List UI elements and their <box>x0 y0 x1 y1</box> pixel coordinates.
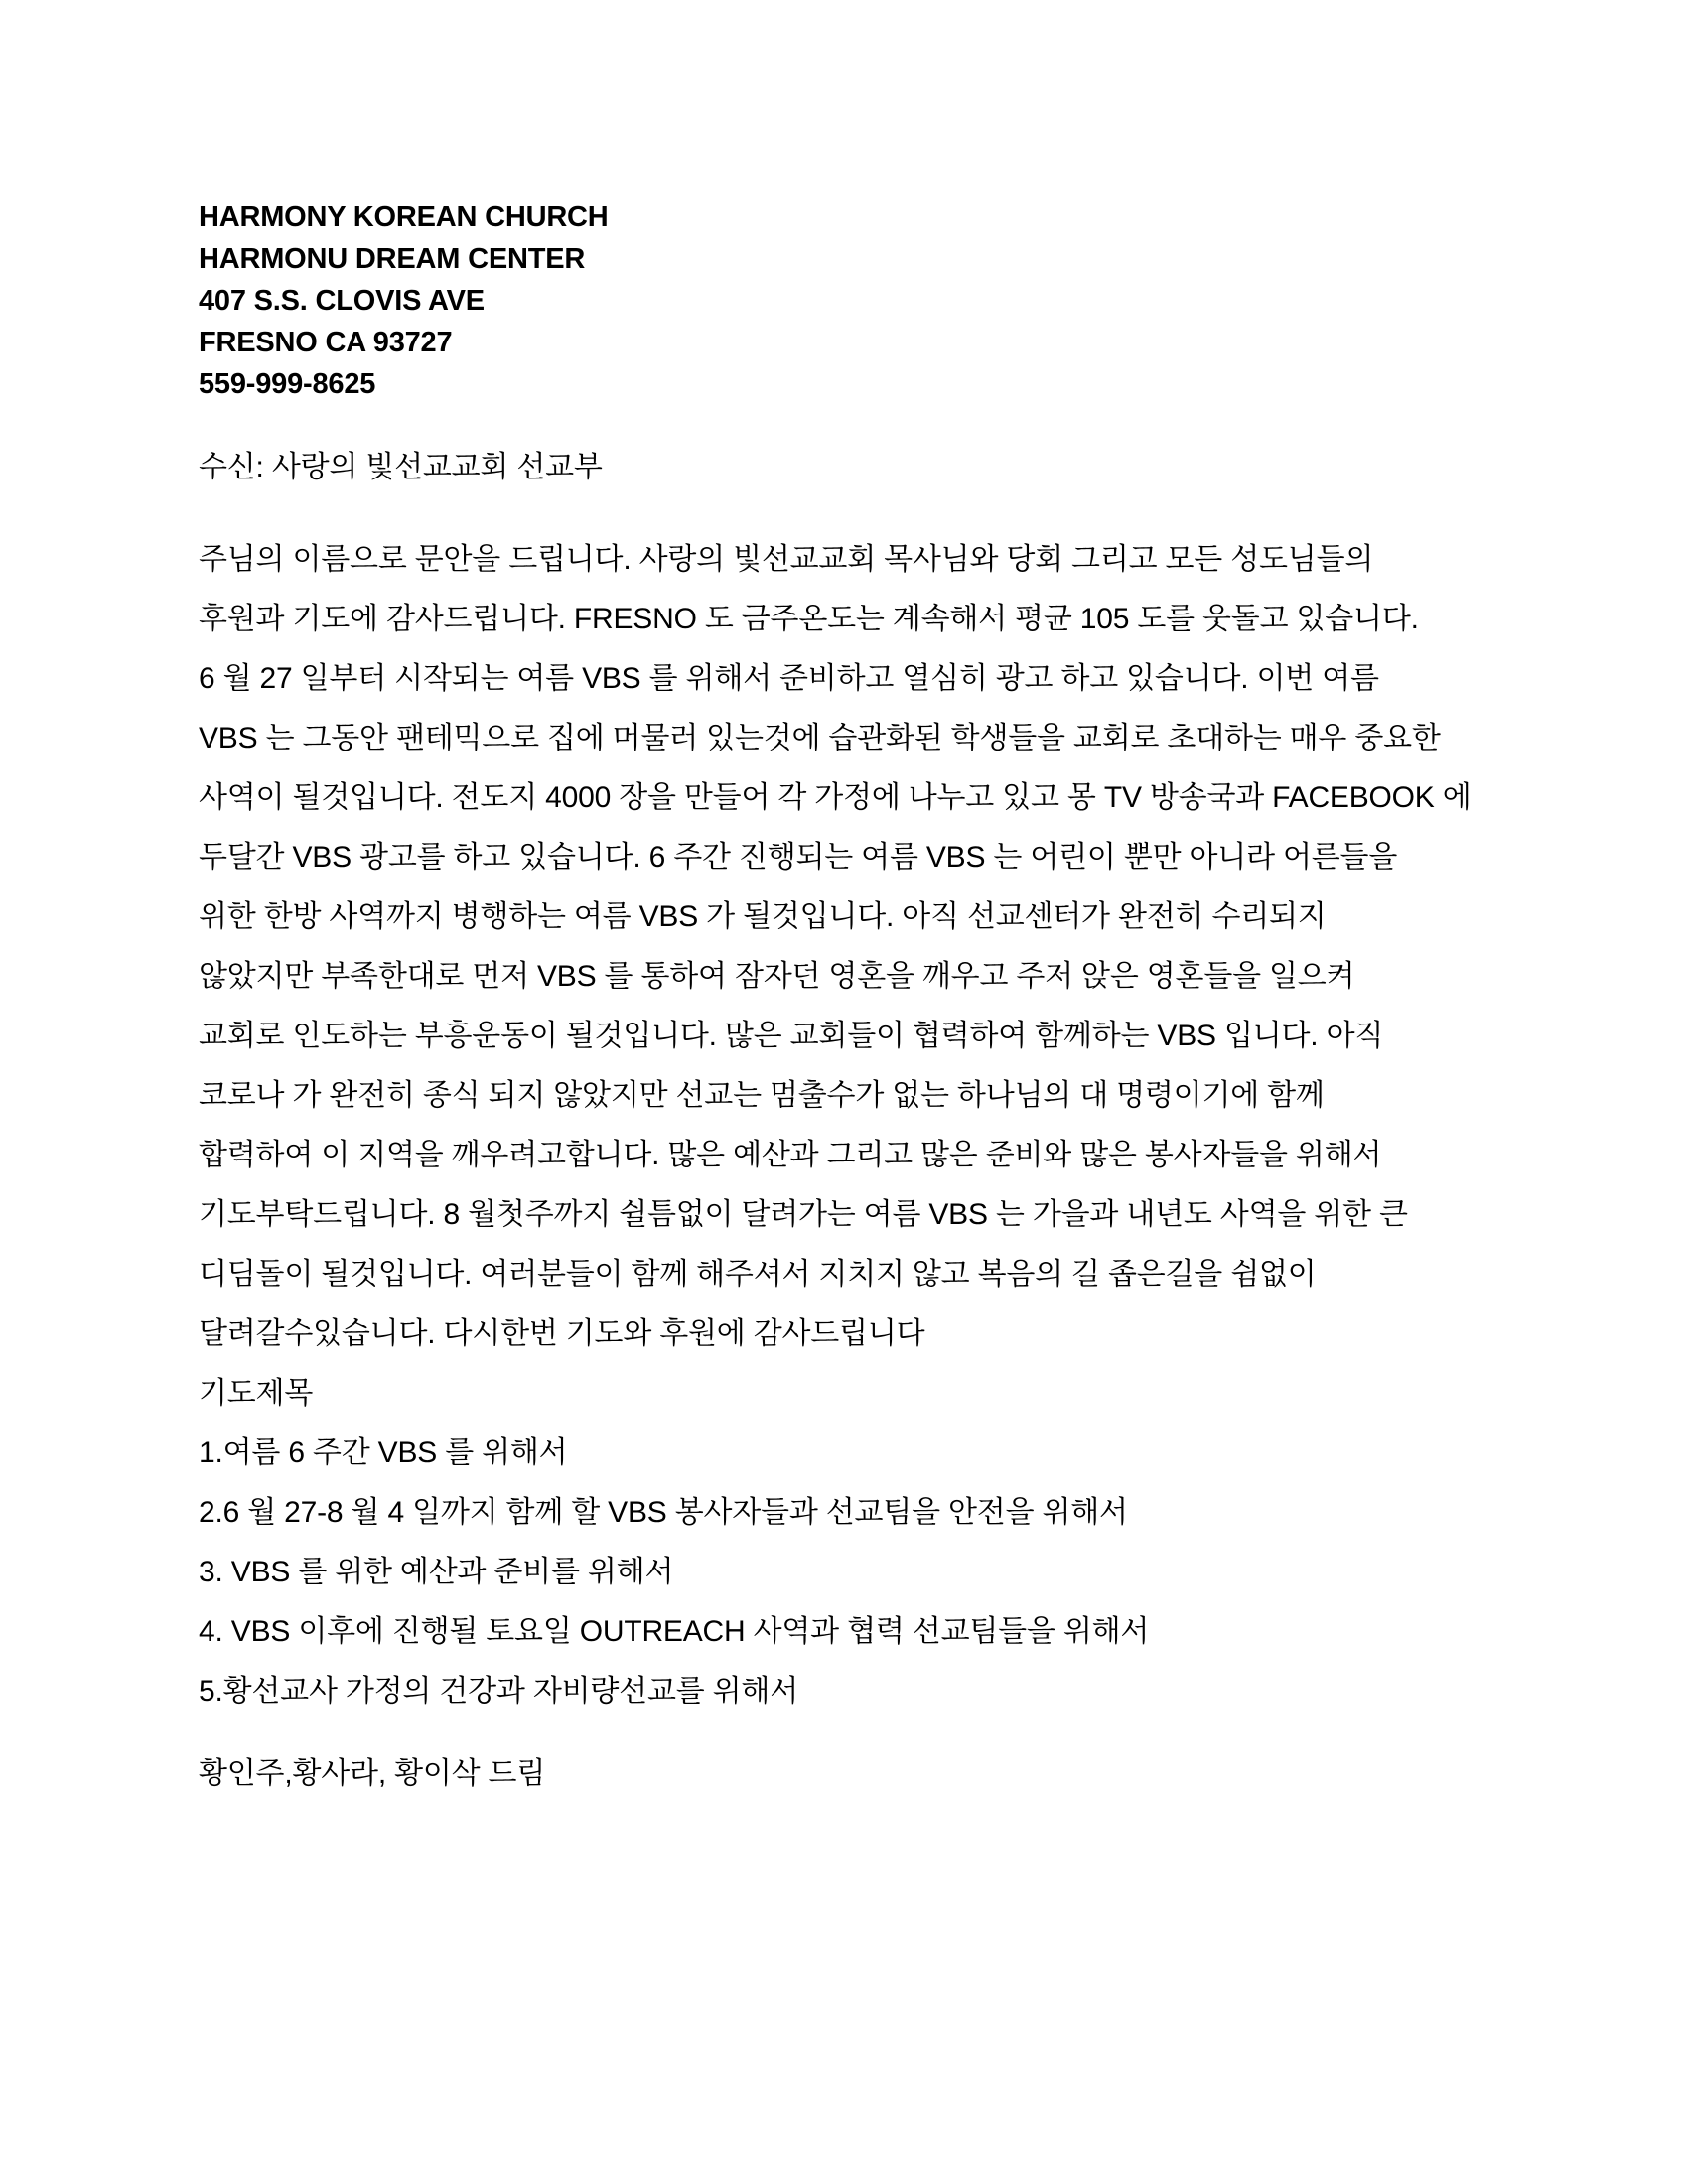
sender-address-block <box>199 197 1489 405</box>
prayer-item: 4. VBS 이후에 진행될 토요일 OUTREACH 사역과 협력 선교팀들을 위해서 <box>199 1615 1150 1648</box>
body-line: 주님의 이름으로 문안을 드립니다. 사랑의 빛선교교회 목사님와 당회 그리고 모든 성도님들의 <box>199 543 1374 576</box>
body-line: 달려갈수있습니다. 다시한번 기도와 후원에 감사드립니다 <box>199 1317 925 1350</box>
body-line: 코로나 가 완전히 종식 되지 않았지만 선교는 멈출수가 없는 하나님의 대 명령이기에 함께 <box>199 1079 1325 1112</box>
letter-page <box>199 197 1489 1795</box>
center-name: HARMONU DREAM CENTER <box>199 243 586 275</box>
body-line: 6 월 27 일부터 시작되는 여름 VBS 를 위해서 준비하고 열심히 광고 하고 있습니다. 이번 여름 <box>199 662 1379 695</box>
body-line: 합력하여 이 지역을 깨우려고합니다. 많은 예산과 그리고 많은 준비와 많은 봉사자들을 위해서 <box>199 1139 1382 1171</box>
prayer-requests-heading: 기도제목 <box>199 1377 314 1410</box>
body-line: 후원과 기도에 감사드립니다. FRESNO 도 금주온도는 계속해서 평균 105 도를 웃돌고 있습니다. <box>199 603 1419 635</box>
city-state-zip: FRESNO CA 93727 <box>199 327 453 358</box>
body-line: 사역이 될것입니다. 전도지 4000 장을 만들어 각 가정에 나누고 있고 몽 TV 방송국과 FACEBOOK 에 <box>199 781 1472 814</box>
prayer-requests-list <box>199 1424 1489 1721</box>
body-line: VBS 는 그동안 팬테믹으로 집에 머물러 있는것에 습관화된 학생들을 교회로 초대하는 매우 중요한 <box>199 722 1441 754</box>
body-line: 교회로 인도하는 부흥운동이 될것입니다. 많은 교회들이 협력하여 함께하는 VBS 입니다. 아직 <box>199 1020 1384 1052</box>
phone-number: 559-999-8625 <box>199 368 376 400</box>
body-line: 기도부탁드립니다. 8 월첫주까지 쉴틈없이 달려가는 여름 VBS 는 가을과 내년도 사역을 위한 큰 <box>199 1198 1408 1231</box>
body-line: 않았지만 부족한대로 먼저 VBS 를 통하여 잠자던 영혼을 깨우고 주저 앉은 영혼들을 일으켜 <box>199 960 1355 993</box>
street-address: 407 S.S. CLOVIS AVE <box>199 285 485 317</box>
prayer-item: 3. VBS 를 위한 예산과 준비를 위해서 <box>199 1556 674 1588</box>
body-line: 디딤돌이 될것입니다. 여러분들이 함께 해주셔서 지치지 않고 복음의 길 좁은길을 쉼없이 <box>199 1258 1317 1291</box>
prayer-item: 5.황선교사 가정의 건강과 자비량선교를 위해서 <box>199 1675 798 1707</box>
prayer-item: 2.6 월 27-8 월 4 일까지 함께 할 VBS 봉사자들과 선교팀을 안전을 위해서 <box>199 1496 1128 1529</box>
body-line: 위한 한방 사역까지 병행하는 여름 VBS 가 될것입니다. 아직 선교센터가 완전히 수리되지 <box>199 900 1327 933</box>
signature: 황인주,황사라, 황이삭 드림 <box>199 1757 546 1790</box>
recipient-line: 수신: 사랑의 빛선교교회 선교부 <box>199 451 603 483</box>
body-line: 두달간 VBS 광고를 하고 있습니다. 6 주간 진행되는 여름 VBS 는 어린이 뿐만 아니라 어른들을 <box>199 841 1398 874</box>
letter-body <box>199 530 1489 1364</box>
church-name: HARMONY KOREAN CHURCH <box>199 202 609 233</box>
prayer-item: 1.여름 6 주간 VBS 를 위해서 <box>199 1436 568 1469</box>
